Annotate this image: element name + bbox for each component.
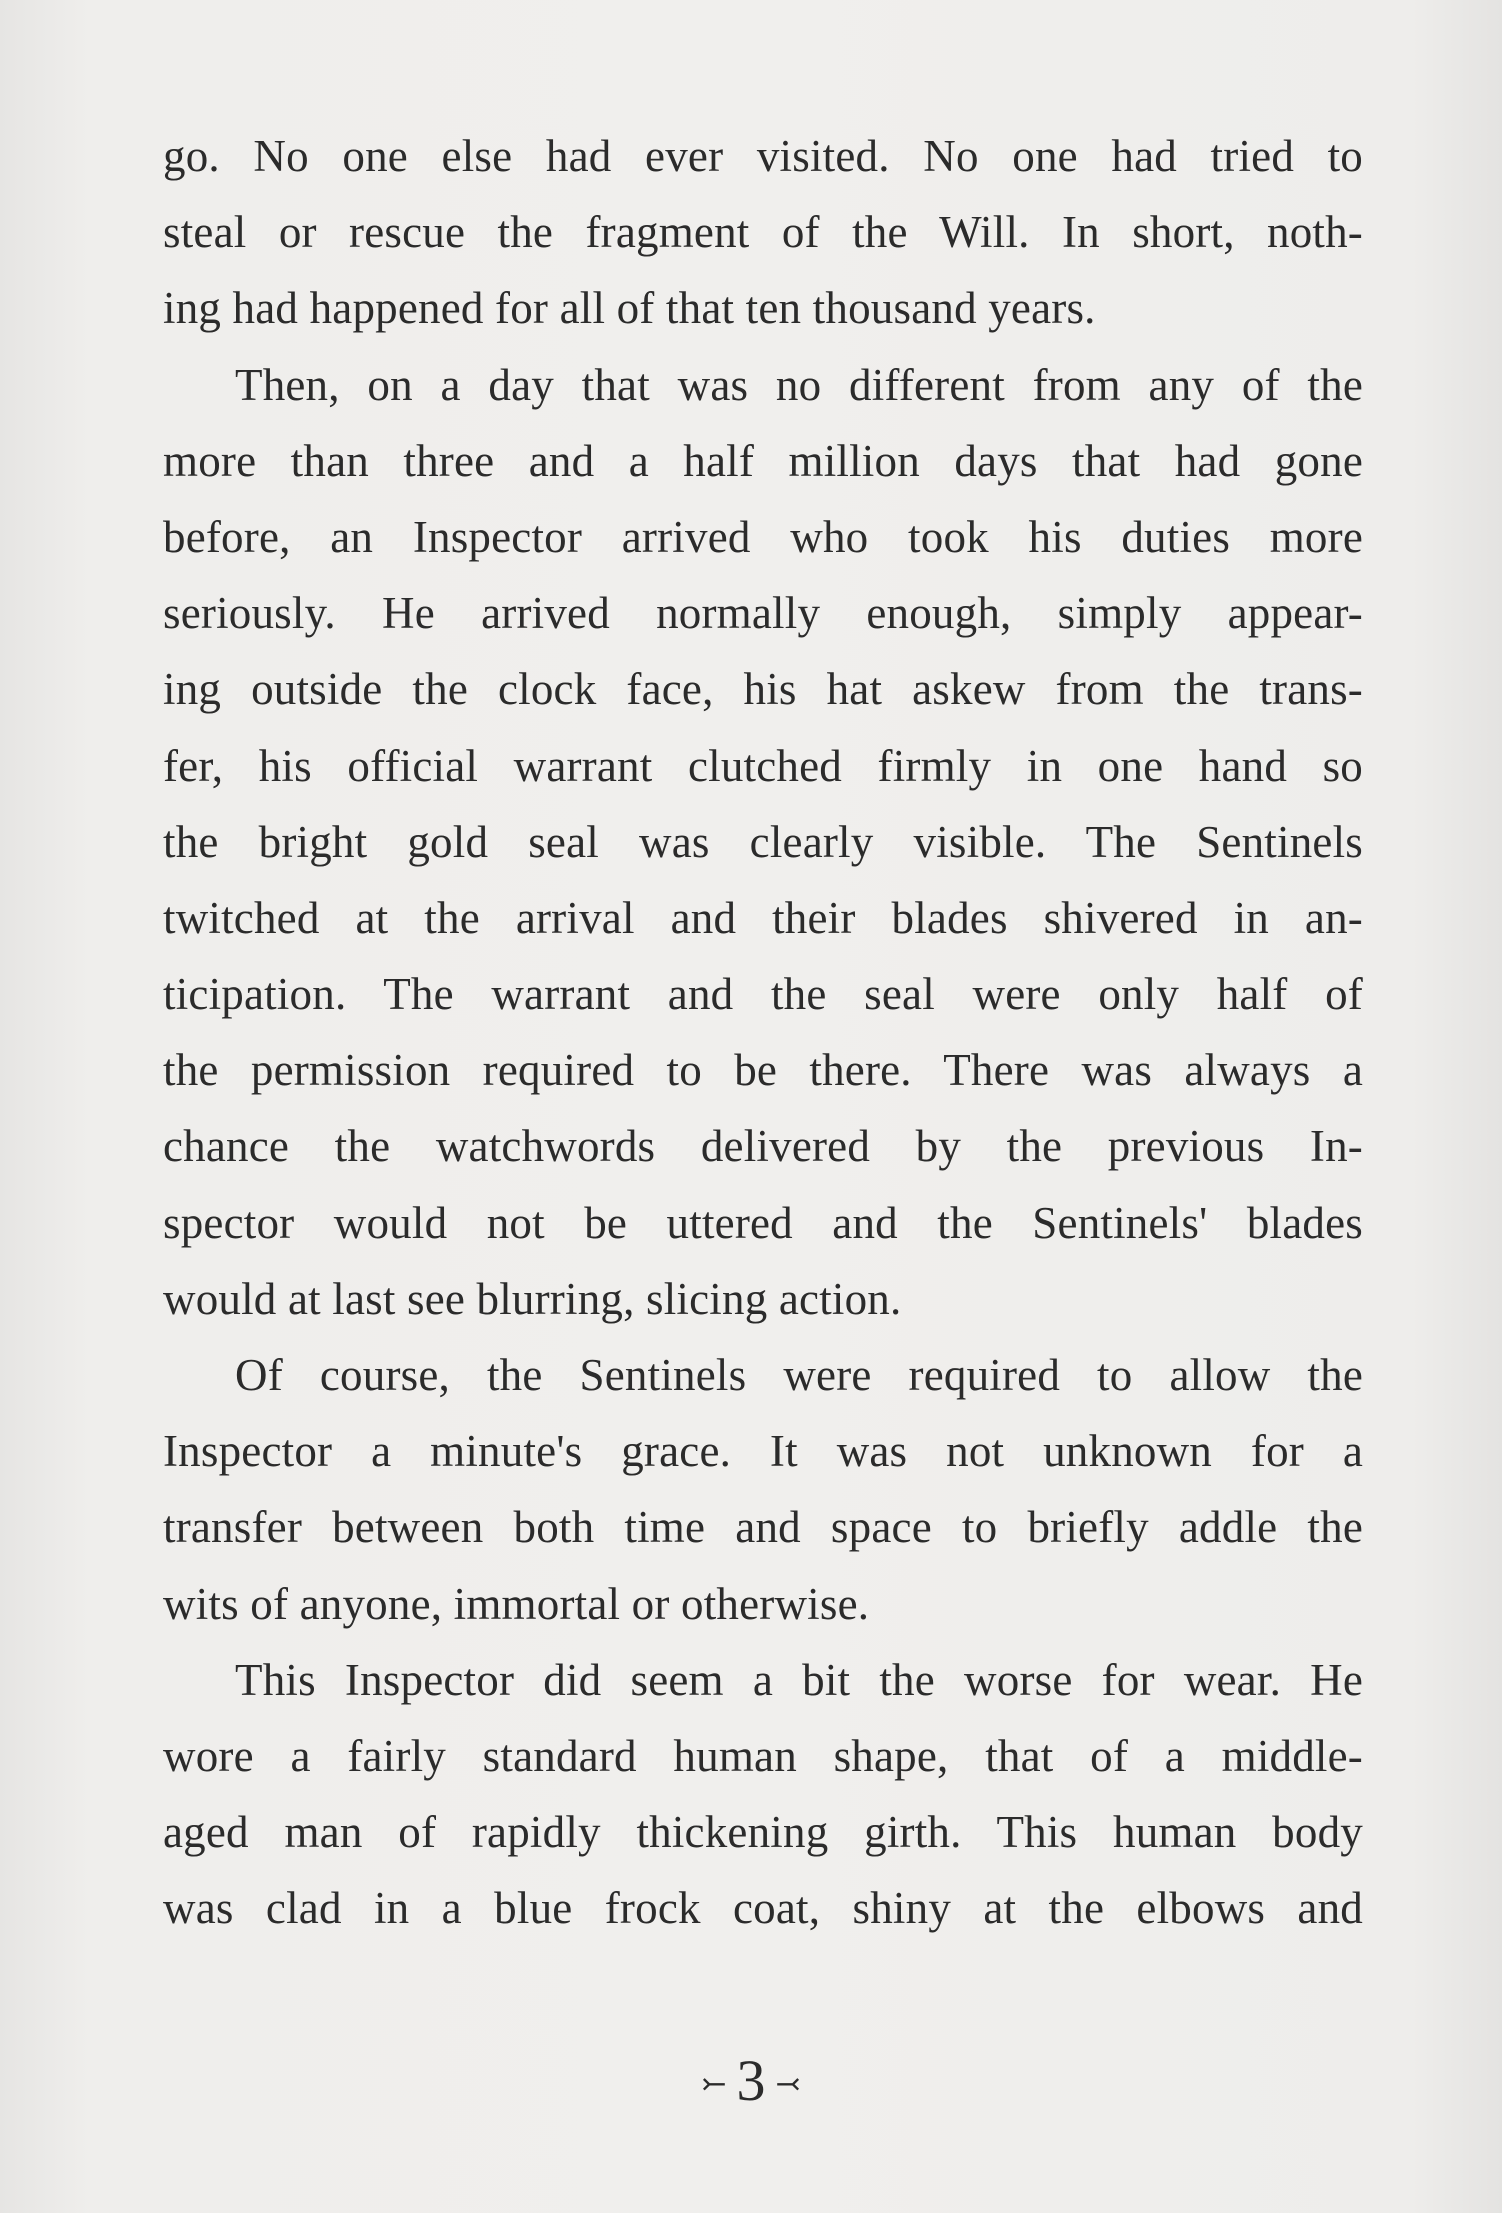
text-line: the permission required to be there. There was always a [163, 1045, 1363, 1096]
text-line: ing outside the clock face, his hat askew from the trans- [163, 664, 1363, 715]
text-line: would at last see blurring, slicing action. [163, 1273, 902, 1324]
page-number: 3 [736, 2047, 766, 2113]
text-line: wore a fairly standard human shape, that of a middle- [163, 1730, 1363, 1781]
page-footer [0, 2040, 1502, 2120]
text-line: aged man of rapidly thickening girth. This human body [163, 1807, 1363, 1858]
paragraph [163, 118, 1363, 347]
text-line: steal or rescue the fragment of the Will. In short, noth- [163, 207, 1363, 258]
text-line: Then, on a day that was no different from any of the [235, 359, 1363, 410]
paragraph [163, 1337, 1363, 1642]
text-line: transfer between both time and space to briefly addle the [163, 1502, 1363, 1553]
text-line: spector would not be uttered and the Sentinels' blades [163, 1197, 1363, 1248]
text-line: twitched at the arrival and their blades shivered in an- [163, 892, 1363, 943]
text-line: was clad in a blue frock coat, shiny at the elbows and [163, 1883, 1363, 1934]
body-text [163, 118, 1363, 1947]
text-line: ticipation. The warrant and the seal were only half of [163, 969, 1363, 1020]
text-line: ing had happened for all of that ten thousand years. [163, 283, 1096, 334]
text-line: more than three and a half million days that had gone [163, 435, 1363, 486]
text-line: wits of anyone, immortal or otherwise. [163, 1578, 870, 1629]
text-line: This Inspector did seem a bit the worse for wear. He [235, 1654, 1363, 1705]
paragraph [163, 1642, 1363, 1947]
text-line: go. No one else had ever visited. No one had tried to [163, 131, 1363, 181]
right-ornament-icon: ⤙ [775, 2067, 801, 2101]
text-line: fer, his official warrant clutched firmly in one hand so [163, 740, 1363, 791]
text-line: Of course, the Sentinels were required to allow the [235, 1350, 1363, 1400]
left-ornament-icon: ⤚ [701, 2067, 727, 2101]
text-line: the bright gold seal was clearly visible. The Sentinels [163, 816, 1363, 867]
text-line: chance the watchwords delivered by the previous In- [163, 1121, 1363, 1172]
text-line: seriously. He arrived normally enough, simply appear- [163, 588, 1363, 639]
text-line: before, an Inspector arrived who took his duties more [163, 511, 1363, 562]
text-line: Inspector a minute's grace. It was not unknown for a [163, 1426, 1363, 1477]
paragraph [163, 347, 1363, 1337]
